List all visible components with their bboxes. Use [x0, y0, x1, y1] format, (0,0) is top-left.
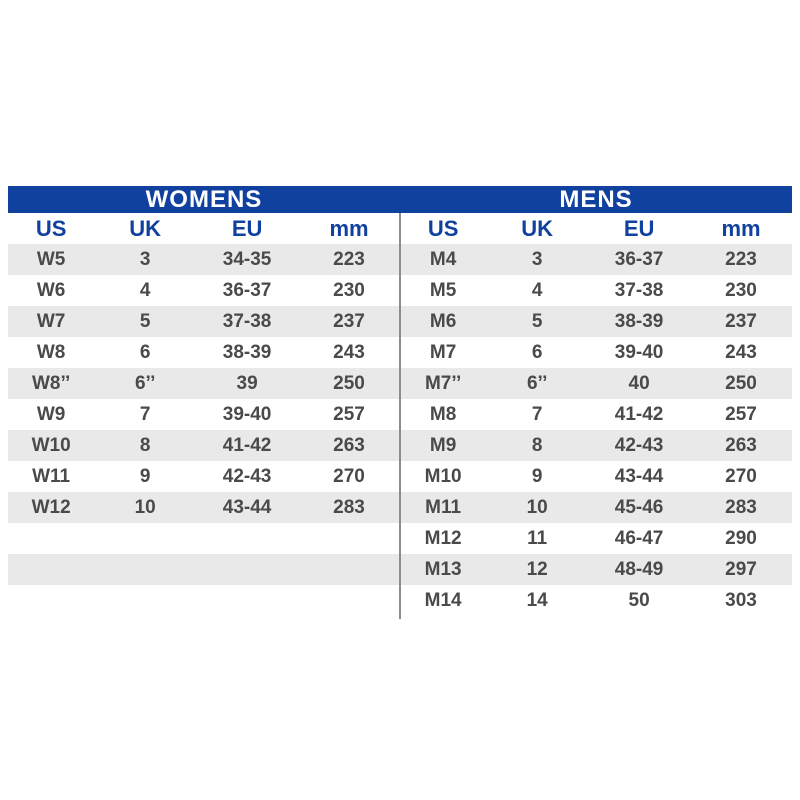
size-row: [400, 275, 792, 306]
size-cell: 303: [725, 589, 757, 611]
size-cell: 8: [531, 434, 543, 456]
size-cell: W6: [36, 279, 66, 301]
column-header-cell: EU: [623, 215, 655, 241]
size-cell: 5: [531, 310, 543, 332]
size-cell: W9: [36, 403, 66, 425]
size-cell: 270: [725, 465, 757, 487]
size-cell: 37-38: [614, 279, 664, 301]
size-cell: M9: [429, 434, 457, 456]
size-cell: 41-42: [222, 434, 272, 456]
size-row: [8, 337, 400, 368]
column-header-cell: UK: [129, 215, 162, 241]
size-cell: 37-38: [222, 310, 272, 332]
size-cell: 9: [139, 465, 151, 487]
column-header-cell: mm: [329, 215, 369, 241]
size-cell: 257: [333, 403, 365, 425]
size-cell: 6’’: [134, 372, 156, 394]
size-row: [400, 554, 792, 585]
size-cell: 6: [139, 341, 151, 363]
size-cell: 41-42: [614, 403, 664, 425]
section-banner: [8, 186, 792, 213]
size-row: [400, 337, 792, 368]
size-cell: M10: [424, 465, 462, 487]
size-cell: 7: [531, 403, 543, 425]
size-cell: 50: [628, 589, 650, 611]
size-cell: M7: [429, 341, 457, 363]
size-cell: M11: [425, 496, 462, 518]
column-header-cell: UK: [521, 215, 554, 241]
size-cell: 40: [628, 372, 650, 394]
size-cell: M4: [429, 248, 457, 270]
size-cell: W12: [31, 496, 71, 518]
size-row: [8, 275, 400, 306]
size-cell: 4: [531, 279, 543, 301]
size-cell: 42-43: [614, 434, 664, 456]
size-cell: M12: [424, 527, 462, 549]
size-cell: 283: [725, 496, 757, 518]
size-row: [8, 523, 400, 554]
size-row: [400, 523, 792, 554]
size-cell: 43-44: [614, 465, 664, 487]
size-chart: [8, 186, 792, 616]
size-cell: 263: [333, 434, 365, 456]
size-cell: 34-35: [222, 248, 272, 270]
size-cell: W5: [36, 248, 66, 270]
size-row: [8, 430, 400, 461]
size-cell: 48-49: [614, 558, 664, 580]
size-cell: 6: [531, 341, 543, 363]
size-cell: 8: [139, 434, 151, 456]
column-header-cell: EU: [231, 215, 263, 241]
column-header-cell: US: [35, 215, 67, 241]
size-cell: W10: [31, 434, 71, 456]
size-cell: 9: [531, 465, 543, 487]
size-row: [400, 244, 792, 275]
womens-section-title: WOMENS: [145, 186, 263, 213]
size-cell: 5: [139, 310, 151, 332]
size-cell: 36-37: [614, 248, 664, 270]
size-cell: 237: [333, 310, 365, 332]
size-cell: 223: [725, 248, 757, 270]
size-cell: 6’’: [526, 372, 548, 394]
size-cell: 270: [333, 465, 365, 487]
size-cell: 297: [725, 558, 757, 580]
size-cell: 237: [725, 310, 757, 332]
size-row: [400, 430, 792, 461]
size-cell: 14: [526, 589, 548, 611]
column-header-row: [400, 213, 792, 244]
size-row: [400, 368, 792, 399]
size-cell: 250: [333, 372, 365, 394]
size-cell: 223: [333, 248, 365, 270]
column-header-row: [8, 213, 400, 244]
size-row: [8, 461, 400, 492]
size-cell: W8’’: [31, 372, 71, 394]
table-divider: [399, 213, 401, 619]
size-row: [8, 244, 400, 275]
size-cell: M14: [424, 589, 462, 611]
size-row: [400, 585, 792, 616]
size-cell: 290: [725, 527, 757, 549]
size-cell: 11: [527, 527, 548, 549]
size-cell: 3: [139, 248, 151, 270]
size-cell: 39-40: [222, 403, 272, 425]
size-row: [400, 399, 792, 430]
size-cell: W7: [36, 310, 66, 332]
size-cell: M6: [429, 310, 457, 332]
size-cell: 283: [333, 496, 365, 518]
size-cell: W11: [32, 465, 71, 487]
size-cell: 10: [526, 496, 548, 518]
size-cell: 38-39: [222, 341, 272, 363]
size-cell: 250: [725, 372, 757, 394]
size-row: [8, 306, 400, 337]
size-cell: 42-43: [222, 465, 272, 487]
size-row: [8, 554, 400, 585]
size-cell: 243: [333, 341, 365, 363]
size-cell: 39-40: [614, 341, 664, 363]
size-cell: 39: [236, 372, 258, 394]
mens-section-title: MENS: [559, 186, 633, 213]
size-cell: 10: [134, 496, 156, 518]
size-cell: W8: [36, 341, 66, 363]
column-header-cell: US: [427, 215, 459, 241]
size-cell: 230: [333, 279, 365, 301]
size-cell: 7: [139, 403, 151, 425]
size-cell: M5: [429, 279, 457, 301]
womens-table: [8, 213, 400, 616]
size-cell: M8: [429, 403, 457, 425]
size-cell: M7’’: [424, 372, 462, 394]
size-cell: 4: [139, 279, 151, 301]
size-cell: 3: [531, 248, 543, 270]
mens-table: [400, 213, 792, 616]
size-cell: 38-39: [614, 310, 664, 332]
size-cell: 43-44: [222, 496, 272, 518]
size-cell: 230: [725, 279, 757, 301]
size-cell: 45-46: [614, 496, 664, 518]
size-cell: 36-37: [222, 279, 272, 301]
size-row: [8, 368, 400, 399]
size-cell: 46-47: [614, 527, 664, 549]
size-row: [400, 492, 792, 523]
size-row: [400, 306, 792, 337]
size-cell: M13: [424, 558, 462, 580]
size-row: [400, 461, 792, 492]
size-row: [8, 492, 400, 523]
size-cell: 12: [526, 558, 548, 580]
size-cell: 243: [725, 341, 757, 363]
size-row: [8, 399, 400, 430]
size-cell: 263: [725, 434, 757, 456]
column-header-cell: mm: [721, 215, 761, 241]
size-cell: 257: [725, 403, 757, 425]
